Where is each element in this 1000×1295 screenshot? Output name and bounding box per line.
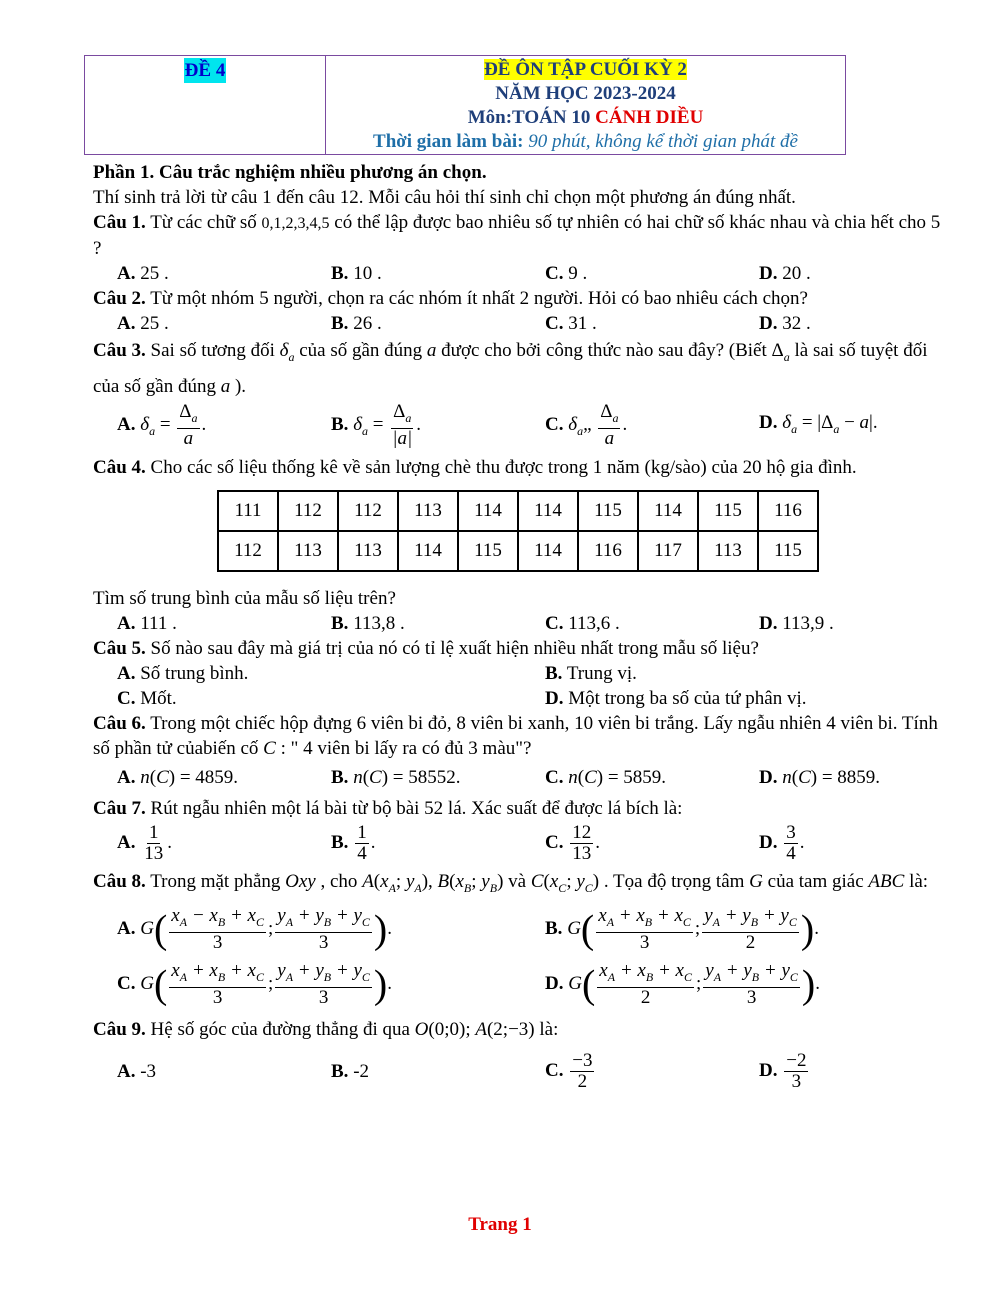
option-b[interactable]: B. 10 . bbox=[331, 263, 382, 284]
table-cell: 116 bbox=[758, 491, 818, 531]
table-cell: 114 bbox=[638, 491, 698, 531]
table-cell: 114 bbox=[518, 491, 578, 531]
question-7: Câu 7. Rút ngẫu nhiên một lá bài từ bộ bài 52 lá. Xác suất để được lá bích là: bbox=[93, 797, 683, 819]
option-b[interactable]: B. 26 . bbox=[331, 313, 382, 334]
table-cell: 116 bbox=[578, 531, 638, 571]
option-a[interactable]: A. 25 . bbox=[117, 313, 169, 334]
option-d[interactable]: D. $\frac{-2}{3}$ bbox=[759, 1050, 807, 1093]
question-5-options-row2 bbox=[117, 686, 953, 711]
table-cell: 114 bbox=[518, 531, 578, 571]
question-5: Câu 5. Số nào sau đây mà giá trị của nó có tỉ lệ xuất hiện nhiều nhất trong mẫu số liệu? bbox=[93, 637, 759, 659]
option-d[interactable]: D. $\frac{3}{4}$ . bbox=[759, 822, 805, 865]
option-d[interactable]: D. Một trong ba số của tứ phân vị. bbox=[545, 687, 807, 709]
option-c[interactable]: C. $\delta_a„$ $\frac{\Delta_a}{a}$ . bbox=[545, 401, 628, 450]
option-a[interactable]: A. Số trung bình. bbox=[117, 662, 249, 684]
question-5-options-row1 bbox=[117, 661, 953, 686]
exam-number-cell bbox=[85, 56, 326, 154]
option-b[interactable]: B. Trung vị. bbox=[545, 662, 637, 684]
page-footer bbox=[0, 1212, 1000, 1237]
option-b[interactable]: B. -2 bbox=[331, 1061, 370, 1083]
table-cell: 113 bbox=[278, 531, 338, 571]
option-a[interactable]: A. $\delta_a$ = $\frac{\Delta_a}{a}$ . bbox=[117, 401, 207, 450]
option-d[interactable]: D. 20 . bbox=[759, 263, 811, 284]
option-c[interactable]: C. 31 . bbox=[545, 313, 597, 334]
question-3: Câu 3. Sai số tương đối $\delta_a$ của số gần đúng a được cho bởi công thức nào sau đây? (Biết $\Delta_a$ là sai số tuyệt đối của số gần đúng a ). bbox=[93, 340, 928, 397]
question-1: Câu 1. Từ các chữ số 0,1,2,3,4,5 có thể lập được bao nhiêu số tự nhiên có hai chữ số khác nhau và chia hết cho 5 ? bbox=[93, 212, 941, 259]
question-4-options bbox=[117, 611, 953, 636]
option-a[interactable]: A. G( $\frac{x_A - x_B + x_C}{3}$ ; $\frac{y_A + y_B + y_C}{3}$ ). bbox=[117, 905, 392, 953]
table-cell: 113 bbox=[338, 531, 398, 571]
option-c[interactable]: C. $\frac{12}{13}$ . bbox=[545, 822, 600, 865]
option-c[interactable]: C. $\frac{-3}{2}$ bbox=[545, 1050, 593, 1093]
option-a[interactable]: A. n(C) = 4859. bbox=[117, 766, 239, 788]
question-4-prompt: Tìm số trung bình của mẫu số liệu trên? bbox=[93, 587, 396, 609]
option-c[interactable]: C. G( $\frac{x_A + x_B + x_C}{3}$ ; $\frac{y_A + y_B + y_C}{3}$ ). bbox=[117, 960, 392, 1008]
option-a[interactable]: A. 111 . bbox=[117, 612, 177, 634]
time-value: 90 phút, không kể thời gian phát đề bbox=[528, 131, 798, 152]
table-cell: 115 bbox=[758, 531, 818, 571]
question-2: Câu 2. Từ một nhóm 5 người, chọn ra các nhóm ít nhất 2 người. Hỏi có bao nhiêu cách chọn? bbox=[93, 288, 808, 309]
option-a[interactable]: A. 25 . bbox=[117, 263, 169, 284]
question-4: Câu 4. Cho các số liệu thống kê về sản lượng chè thu được trong 1 năm (kg/sào) của 20 hộ gia đình. bbox=[93, 456, 857, 478]
question-9: Câu 9. Hệ số góc của đường thẳng đi qua O(0;0); A(2;−3) là: bbox=[93, 1018, 559, 1040]
question-3-options bbox=[117, 401, 953, 451]
option-d[interactable]: D. $\delta_a = |\Delta_a - a|$. bbox=[759, 411, 878, 436]
exam-content bbox=[93, 160, 953, 1098]
time-label: Thời gian làm bài: bbox=[373, 131, 529, 152]
table-cell: 114 bbox=[458, 491, 518, 531]
part1-instructions: Thí sinh trả lời từ câu 1 đến câu 12. Mỗi câu hỏi thí sinh chỉ chọn một phương án đúng nhất. bbox=[93, 187, 796, 208]
data-table bbox=[217, 490, 819, 572]
question-7-options bbox=[117, 821, 953, 867]
option-c[interactable]: C. Mốt. bbox=[117, 687, 177, 709]
option-d[interactable]: D. 32 . bbox=[759, 313, 811, 334]
option-a[interactable]: A. $\frac{1}{13}$ . bbox=[117, 822, 172, 865]
option-d[interactable]: D. 113,9 . bbox=[759, 612, 834, 634]
table-cell: 115 bbox=[458, 531, 518, 571]
question-8-options-row2 bbox=[117, 957, 953, 1013]
table-cell: 112 bbox=[218, 531, 278, 571]
table-cell: 113 bbox=[698, 531, 758, 571]
table-cell: 115 bbox=[698, 491, 758, 531]
table-cell: 117 bbox=[638, 531, 698, 571]
question-1-options bbox=[117, 261, 953, 286]
subject-prefix: Môn:TOÁN 10 bbox=[467, 107, 596, 128]
page-number: Trang 1 bbox=[468, 1214, 532, 1235]
option-d[interactable]: D. G( $\frac{x_A + x_B + x_C}{2}$ ; $\frac{y_A + y_B + y_C}{3}$ ). bbox=[545, 960, 820, 1008]
table-cell: 112 bbox=[338, 491, 398, 531]
option-b[interactable]: B. $\delta_a$ = $\frac{\Delta_a}{|a|}$ . bbox=[331, 401, 421, 450]
option-c[interactable]: C. 9 . bbox=[545, 263, 588, 284]
school-year: NĂM HỌC 2023-2024 bbox=[495, 83, 676, 104]
header-table bbox=[84, 55, 846, 155]
option-b[interactable]: B. 113,8 . bbox=[331, 612, 405, 634]
option-c[interactable]: C. n(C) = 5859. bbox=[545, 766, 667, 788]
exam-title: ĐỀ ÔN TẬP CUỐI KỲ 2 bbox=[484, 59, 687, 80]
exam-info-cell bbox=[326, 56, 845, 154]
table-cell: 112 bbox=[278, 491, 338, 531]
question-2-options bbox=[117, 311, 953, 336]
option-d[interactable]: D. n(C) = 8859. bbox=[759, 766, 881, 788]
option-c[interactable]: C. 113,6 . bbox=[545, 612, 620, 634]
option-b[interactable]: B. n(C) = 58552. bbox=[331, 766, 461, 788]
table-row bbox=[218, 531, 818, 571]
option-b[interactable]: B. G( $\frac{x_A + x_B + x_C}{3}$ ; $\frac{y_A + y_B + y_C}{2}$ ). bbox=[545, 905, 819, 953]
question-6-options bbox=[117, 765, 953, 790]
question-6: Câu 6. Trong một chiếc hộp đựng 6 viên bi đỏ, 8 viên bi xanh, 10 viên bi trắng. Lấy ngẫu nhiên 4 viên bi. Tính số phần tử củabiến cố C : " 4 viên bi lấy ra có đủ 3 màu"? bbox=[93, 712, 938, 759]
option-a[interactable]: A. -3 bbox=[117, 1061, 157, 1083]
option-b[interactable]: B. $\frac{1}{4}$ . bbox=[331, 822, 376, 865]
part1-title: Phần 1. Câu trắc nghiệm nhiều phương án chọn. bbox=[93, 162, 487, 183]
question-8: Câu 8. Trong mặt phẳng Oxy , cho $A(x_A$; $y_A$), $B(x_B$; $y_B$) và $C(x_C$; $y_C$) . Tọa độ trọng tâm G của tam giác ABC là: bbox=[93, 870, 929, 895]
table-row bbox=[218, 491, 818, 531]
question-8-options-row1 bbox=[117, 903, 953, 957]
question-9-options bbox=[117, 1046, 953, 1098]
table-cell: 115 bbox=[578, 491, 638, 531]
table-cell: 114 bbox=[398, 531, 458, 571]
table-cell: 113 bbox=[398, 491, 458, 531]
subject-book: CÁNH DIỀU bbox=[595, 107, 704, 128]
table-cell: 111 bbox=[218, 491, 278, 531]
exam-number: ĐỀ 4 bbox=[184, 60, 226, 81]
